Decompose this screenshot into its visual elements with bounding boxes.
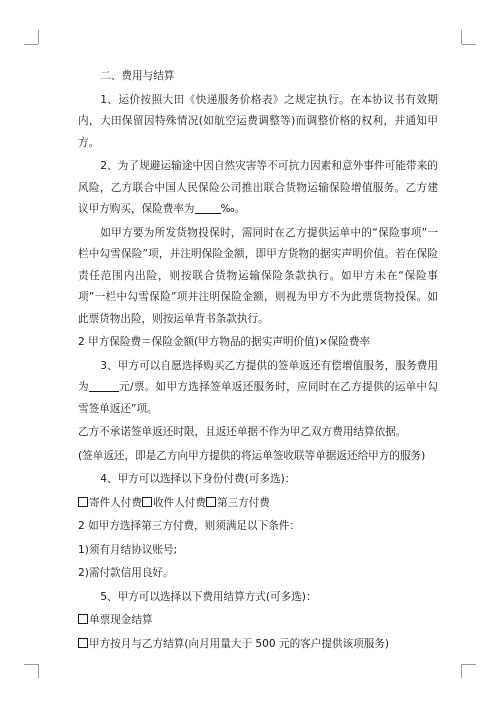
receiver-pays-label: 收件人付费 — [152, 496, 206, 509]
third-party-pays-checkbox[interactable] — [206, 497, 216, 507]
crop-mark-bottom-right-v — [461, 664, 462, 678]
cash-settlement-checkbox[interactable] — [78, 614, 88, 624]
paragraph-insurance-text: 2、为了规避运输途中因自然灾害等不可抗力因素和意外事件可能带来的风险，乙方联合中国人民保险公司推出联合货物运输保险增值服务。乙方建议甲方购买，保险费率为 — [78, 160, 438, 215]
paragraph-sign-return-text: 3、甲方可以自愿选择购买乙方提供的签单返还有偿增值服务，服务费用为 — [78, 359, 438, 393]
sender-pays-label: 寄件人付费 — [89, 496, 142, 509]
cash-settlement-label: 单票现金结算 — [89, 614, 153, 626]
paragraph-sign-return-definition: (签单返还，即是乙方向甲方提供的将运单签收联等单据返还给甲方的服务) — [78, 449, 426, 462]
sign-return-fee-blank — [89, 379, 119, 392]
paragraph-settlement-options: 5、甲方可以选择以下费用结算方式(可多选)： — [100, 590, 317, 603]
paragraph-insurance-formula: 2 甲方保险费＝保险金额(甲方物品的据实声明价值)×保险费率 — [78, 336, 371, 348]
third-party-pays-label: 第三方付费 — [216, 496, 270, 509]
condition-monthly-account: 1)须有月结协议账号; — [78, 543, 178, 556]
document-body — [78, 66, 438, 657]
settlement-option-monthly — [78, 634, 438, 656]
paragraph-pricing: 1、运价按照大田《快递服务价格表》之规定执行。在本协议书有效期内，大田保留因特殊情况(如航空运费调整等)而调整价格的权利，并通知甲方。 — [78, 93, 438, 149]
condition-good-credit: 2)需付款信用良好。 — [78, 567, 174, 579]
payer-checkbox-row — [78, 493, 438, 515]
insurance-rate-blank — [195, 201, 221, 214]
crop-mark-top-left-v — [38, 30, 39, 44]
section-title: 二、费用与结算 — [100, 70, 175, 82]
crop-mark-top-left-h — [24, 44, 38, 45]
paragraph-insurance — [78, 156, 438, 221]
monthly-settlement-checkbox[interactable] — [78, 638, 88, 648]
monthly-settlement-label: 甲方按月与乙方结算(向月用量大于 500 元的客户提供该项服务) — [89, 637, 390, 650]
paragraph-insurance-suffix: ‰。 — [220, 203, 246, 215]
paragraph-sign-return-limit: 乙方不承诺签单返还时限，且返还单据不作为甲乙双方费用结算依据。 — [78, 426, 407, 438]
sender-pays-checkbox[interactable] — [78, 497, 88, 507]
paragraph-third-party-conditions: 2 如甲方选择第三方付费，则须满足以下条件： — [78, 520, 300, 532]
paragraph-payer-options: 4、甲方可以选择以下身份付费(可多选)： — [100, 473, 296, 485]
receiver-pays-checkbox[interactable] — [142, 497, 152, 507]
crop-mark-bottom-left-h — [24, 664, 38, 665]
paragraph-sign-return-suffix: 元/票。如甲方选择签单返还服务时，应同时在乙方提供的运单中勾雪签单返还”项。 — [78, 381, 438, 415]
paragraph-insurance-details: 如甲方要为所发货物投保时，需同时在乙方提供运单中的“保险事项”一栏中勾雪保险”项，并注明保险金额，即甲方货物的据实声明价值。若在保险责任范围内出险，则按联合货物运输保险条款执行。如甲方未在“保险事项”一栏中勾雪保险”项并注明保险金额，则视为甲方不为此票货物投保。如此票货物出险，则按运单背书条款执行。 — [78, 226, 438, 325]
paragraph-sign-return — [78, 356, 438, 421]
crop-mark-bottom-right-h — [462, 664, 476, 665]
crop-mark-bottom-left-v — [38, 664, 39, 678]
crop-mark-top-right-v — [461, 30, 462, 44]
settlement-option-cash — [78, 610, 438, 632]
crop-mark-top-right-h — [462, 44, 476, 45]
